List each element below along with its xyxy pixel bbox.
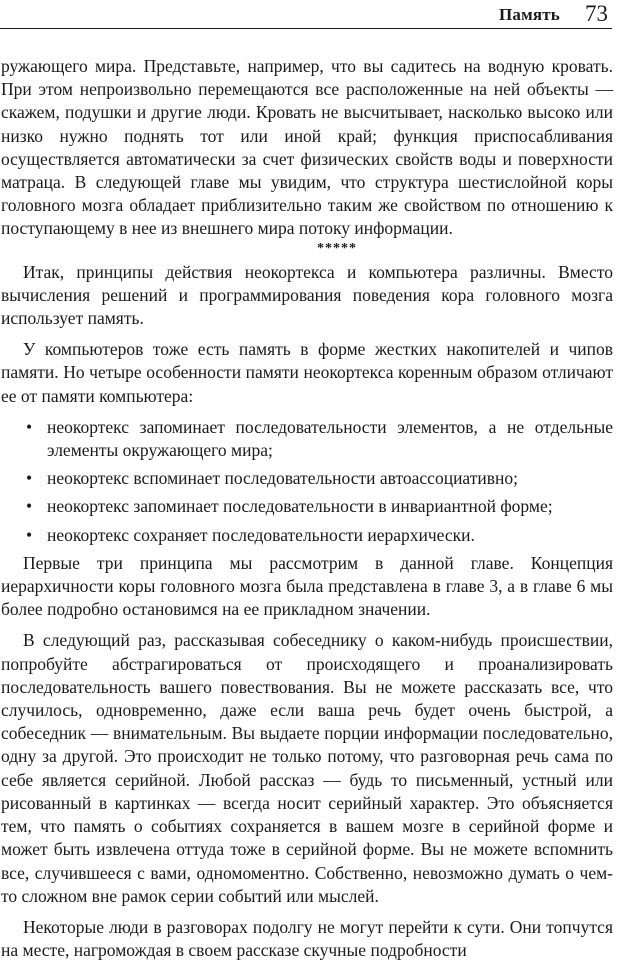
bullet-icon: • [26, 468, 33, 489]
paragraph: У компьютеров тоже есть память в форме жестких накопителей и чипов памяти. Но четыре особенности памяти неокортекса коренным образом отличают ее от памяти компьютера: [1, 339, 613, 406]
bullet-list [1, 416, 613, 547]
paragraph: Первые три принципа мы рассмотрим в данной главе. Концепция иерархичности коры головного мозга была представлена в главе 3, а в главе 6 мы более подробно остановимся на ее прикладном значении. [1, 552, 613, 620]
bullet-item [1, 467, 613, 490]
bullet-text: неокортекс сохраняет последовательности иерархически. [47, 524, 475, 545]
bullet-text: неокортекс вспоминает последовательности автоассоциативно; [47, 468, 518, 489]
section-separator: ***** [317, 240, 357, 256]
paragraph: Некоторые люди в разговорах подолгу не могут перейти к сути. Они топчутся на месте, нагромождая в своем рассказе скучные подробности [1, 916, 613, 961]
paragraph-gap [1, 330, 613, 338]
section-title: Память [498, 5, 560, 24]
bullet-icon: • [26, 416, 33, 437]
paragraph: В следующий раз, рассказывая собеседнику о каком-нибудь происшествии, попробуйте абстрагироваться от происходящего и проанализировать последовательность вашего повествования. Вы не можете рассказать все, что случилось, одновременно, даже если ваша речь будет очень быстрой, а собеседник — внимательным. Вы выдаете порции информации последовательно, одну за другой. Это происходит не только потому, что разговорная речь сама по себе является серийной. Любой рассказ — будь то письменный, устный или рисованный в картинках — всегда носит серийный характер. Это объясняется тем, что память о событиях сохраняется в вашем мозге в серийной форме и может быть извлечена оттуда тоже в серийной форме. Вы не можете вспомнить все, случившееся с вами, одномоментно. Собственно, невозможно думать о чем-то сложном вне рамок серии событий или мыслей. [1, 630, 613, 906]
page-number: 73 [585, 1, 608, 26]
bullet-item [1, 524, 613, 547]
paragraph: Итак, принципы действия неокортекса и компьютера различны. Вместо вычисления решений и программирования поведения кора головного мозга использует память. [1, 261, 613, 329]
bullet-text: неокортекс запоминает последовательности в инвариантной форме; [47, 496, 553, 517]
paragraph-gap [1, 621, 613, 629]
bullet-icon: • [26, 496, 33, 517]
main-text [1, 55, 613, 962]
running-header [0, 2, 612, 29]
paragraph-gap [1, 908, 613, 916]
bullet-text: неокортекс запоминает последовательности элементов, а не отдельные элементы окружающего мира; [47, 416, 613, 461]
bullet-item [1, 416, 613, 462]
paragraph-gap [1, 408, 613, 416]
bullet-item [1, 495, 613, 518]
paragraph-continuation: ружающего мира. Представьте, например, что вы садитесь на водную кровать. При этом непроизвольно перемещаются все расположенные на ней объекты — скажем, подушки и другие люди. Кровать не высчитывает, насколько высоко или низко нужно поднять тот или иной край; функция приспосабливания осуществляется автоматически за счет физических свойств воды и поверхности матраца. В следующей главе мы увидим, что структура шестислойной коры головного мозга обладает приблизительно таким же свойством по отношению к поступающему в нее из внешнего мира потоку информации. [1, 56, 613, 239]
bullet-icon: • [26, 524, 33, 545]
